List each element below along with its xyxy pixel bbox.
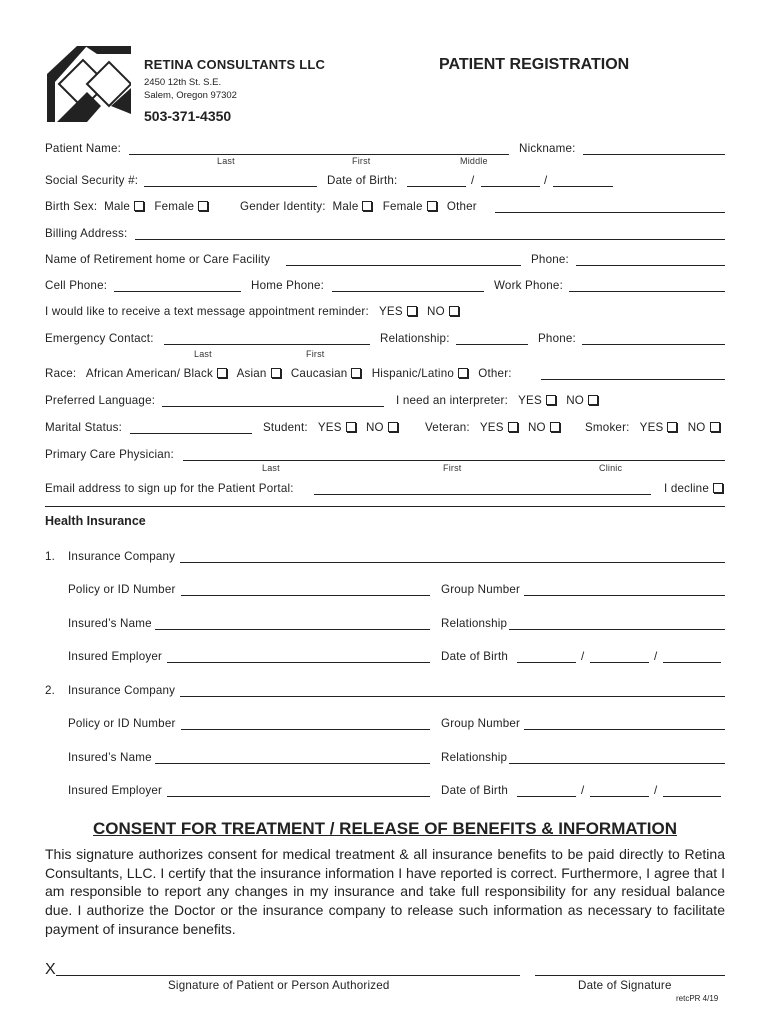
insurance-2-relationship-label: Relationship	[441, 751, 508, 764]
sub-first: First	[443, 463, 462, 473]
patient-name-field[interactable]	[129, 154, 509, 155]
insurance-2-dob-day[interactable]	[590, 796, 649, 797]
nickname-label: Nickname:	[519, 142, 576, 155]
insurance-2-group-field[interactable]	[524, 729, 725, 730]
smoker-label: Smoker:	[585, 421, 630, 434]
insurance-2-dob-year[interactable]	[663, 796, 721, 797]
birth-sex-female: Female	[154, 200, 195, 213]
work-phone-label: Work Phone:	[494, 279, 564, 292]
slash: /	[654, 650, 658, 663]
insurance-1-policy-label: Policy or ID Number	[68, 583, 176, 596]
marital-field[interactable]	[130, 433, 252, 434]
address-line-1: 2450 12th St. S.E.	[144, 77, 222, 88]
insurance-2-policy-label: Policy or ID Number	[68, 717, 176, 730]
sub-clinic: Clinic	[599, 463, 623, 473]
insurance-1-company-field[interactable]	[180, 562, 725, 563]
gender-male-checkbox[interactable]	[362, 201, 372, 211]
slash: /	[654, 784, 658, 797]
signature-date-field[interactable]	[535, 975, 725, 976]
sub-first: First	[306, 349, 325, 359]
birth-sex-label: Birth Sex:	[45, 200, 98, 213]
race-row	[45, 367, 512, 380]
signature-field[interactable]	[56, 975, 520, 976]
insurance-2-insured-name-field[interactable]	[155, 763, 430, 764]
emergency-relationship-label: Relationship:	[380, 332, 450, 345]
student-row	[263, 421, 398, 434]
insurance-2-dob-label: Date of Birth	[441, 784, 509, 797]
emergency-phone-label: Phone:	[538, 332, 576, 345]
insurance-2-employer-label: Insured Employer	[68, 784, 163, 797]
insurance-2-policy-field[interactable]	[181, 729, 430, 730]
insurance-2-employer-field[interactable]	[167, 796, 430, 797]
race-african: African American/ Black	[85, 367, 213, 380]
signature-label: Signature of Patient or Person Authorized	[168, 979, 390, 992]
retirement-phone-label: Phone:	[531, 253, 569, 266]
page-title: PATIENT REGISTRATION	[439, 56, 630, 73]
billing-field[interactable]	[135, 239, 725, 240]
insurance-1-relationship-label: Relationship	[441, 617, 508, 630]
sub-last: Last	[194, 349, 212, 359]
pcp-field[interactable]	[183, 460, 725, 461]
marital-label: Marital Status:	[45, 421, 123, 434]
insurance-2-number: 2.	[45, 684, 56, 697]
slash: /	[471, 174, 475, 187]
email-field[interactable]	[314, 494, 651, 495]
race-asian: Asian	[236, 367, 267, 380]
gender-other-field[interactable]	[495, 212, 725, 213]
gender-other: Other	[446, 200, 477, 213]
emergency-phone-field[interactable]	[582, 344, 725, 345]
gender-female-checkbox[interactable]	[427, 201, 437, 211]
smoker-yes: YES	[639, 421, 664, 434]
dob-label: Date of Birth:	[327, 174, 398, 187]
nickname-field[interactable]	[583, 154, 725, 155]
slash: /	[581, 650, 585, 663]
insurance-1-insured-name-field[interactable]	[155, 629, 430, 630]
insurance-2-company-field[interactable]	[180, 696, 725, 697]
gender-identity-label: Gender Identity:	[240, 200, 326, 213]
home-phone-field[interactable]	[332, 291, 484, 292]
decline-row	[664, 482, 723, 495]
insurance-1-policy-field[interactable]	[181, 595, 430, 596]
race-asian-checkbox[interactable]	[271, 368, 281, 378]
student-no-checkbox[interactable]	[388, 422, 398, 432]
interpreter-yes-checkbox[interactable]	[546, 395, 556, 405]
birth-sex-male-checkbox[interactable]	[134, 201, 144, 211]
gender-row	[240, 200, 477, 213]
insurance-1-employer-label: Insured Employer	[68, 650, 163, 663]
student-label: Student:	[263, 421, 308, 434]
dob-year-field[interactable]	[553, 186, 613, 187]
birth-sex-male: Male	[104, 200, 131, 213]
retirement-label: Name of Retirement home or Care Facility	[45, 253, 271, 266]
gender-female: Female	[382, 200, 423, 213]
sub-middle: Middle	[460, 156, 488, 166]
insurance-2-group-label: Group Number	[441, 717, 521, 730]
signature-date-label: Date of Signature	[578, 979, 672, 992]
smoker-row	[585, 421, 720, 434]
signature-x: X	[45, 961, 56, 978]
text-reminder-row	[45, 305, 459, 318]
company-phone: 503-371-4350	[144, 108, 232, 124]
slash: /	[581, 784, 585, 797]
text-no-checkbox[interactable]	[449, 306, 459, 316]
interpreter-row	[396, 394, 598, 407]
text-yes-checkbox[interactable]	[407, 306, 417, 316]
section-divider	[45, 506, 725, 507]
language-field[interactable]	[162, 406, 384, 407]
emergency-field[interactable]	[164, 344, 370, 345]
insurance-1-number: 1.	[45, 550, 56, 563]
ssn-label: Social Security #:	[45, 174, 139, 187]
insurance-1-group-field[interactable]	[524, 595, 725, 596]
company-logo	[47, 44, 131, 122]
smoker-no: NO	[687, 421, 706, 434]
veteran-no: NO	[527, 421, 546, 434]
sub-first: First	[352, 156, 371, 166]
insurance-1-insured-name-label: Insured’s Name	[68, 617, 152, 630]
retirement-phone-field[interactable]	[576, 265, 725, 266]
cell-label: Cell Phone:	[45, 279, 108, 292]
insurance-heading: Health Insurance	[45, 514, 146, 528]
insurance-1-group-label: Group Number	[441, 583, 521, 596]
interpreter-label: I need an interpreter:	[396, 394, 509, 407]
student-no: NO	[365, 421, 384, 434]
sub-last: Last	[262, 463, 280, 473]
veteran-row	[425, 421, 560, 434]
veteran-yes-checkbox[interactable]	[508, 422, 518, 432]
dob-month-field[interactable]	[407, 186, 466, 187]
insurance-2-dob-month[interactable]	[517, 796, 576, 797]
interpreter-yes: YES	[518, 394, 542, 407]
insurance-1-dob-day[interactable]	[590, 662, 649, 663]
billing-label: Billing Address:	[45, 227, 128, 240]
text-reminder-label: I would like to receive a text message appointment reminder:	[45, 305, 369, 318]
ssn-field[interactable]	[144, 186, 317, 187]
insurance-1-dob-label: Date of Birth	[441, 650, 509, 663]
birth-sex-row	[45, 200, 208, 213]
gender-male: Male	[332, 200, 359, 213]
work-phone-field[interactable]	[569, 291, 725, 292]
consent-body: This signature authorizes consent for medical treatment & all insurance benefits to be paid directly to Retina Consultants, LLC. I certify that the insurance information I have reported is correct. Furthermore, I agree that I am responsible to report any changes in my insurance and take full responsibility for any residual balance due. I authorize the Doctor or the insurance company to release such information as necessary to facilitate payment of insurance benefits.	[45, 846, 725, 937]
text-no: NO	[427, 305, 445, 318]
student-yes: YES	[317, 421, 342, 434]
patient-name-label: Patient Name:	[45, 142, 122, 155]
veteran-label: Veteran:	[425, 421, 470, 434]
text-yes: YES	[378, 305, 403, 318]
smoker-no-checkbox[interactable]	[710, 422, 720, 432]
race-hispanic: Hispanic/Latino	[371, 367, 454, 380]
race-other-field[interactable]	[541, 379, 725, 380]
home-phone-label: Home Phone:	[251, 279, 325, 292]
race-african-checkbox[interactable]	[217, 368, 227, 378]
insurance-2-insured-name-label: Insured’s Name	[68, 751, 152, 764]
emergency-label: Emergency Contact:	[45, 332, 154, 345]
student-yes-checkbox[interactable]	[346, 422, 356, 432]
race-label: Race:	[45, 367, 77, 380]
pcp-label: Primary Care Physician:	[45, 448, 174, 461]
insurance-1-employer-field[interactable]	[167, 662, 430, 663]
interpreter-no-checkbox[interactable]	[588, 395, 598, 405]
company-name: RETINA CONSULTANTS LLC	[144, 57, 326, 72]
emergency-relationship-field[interactable]	[456, 344, 528, 345]
interpreter-no: NO	[566, 394, 584, 407]
language-label: Preferred Language:	[45, 394, 156, 407]
cell-field[interactable]	[114, 291, 241, 292]
insurance-1-dob-month[interactable]	[517, 662, 576, 663]
race-caucasian: Caucasian	[290, 367, 348, 380]
birth-sex-female-checkbox[interactable]	[198, 201, 208, 211]
veteran-yes: YES	[479, 421, 504, 434]
insurance-1-dob-year[interactable]	[663, 662, 721, 663]
slash: /	[544, 174, 548, 187]
insurance-1-relationship-field[interactable]	[509, 629, 725, 630]
insurance-1-company-label: Insurance Company	[68, 550, 176, 563]
race-hispanic-checkbox[interactable]	[458, 368, 468, 378]
sub-last: Last	[217, 156, 235, 166]
race-other: Other:	[478, 367, 512, 380]
address-line-2: Salem, Oregon 97302	[144, 90, 237, 101]
insurance-2-relationship-field[interactable]	[509, 763, 725, 764]
smoker-yes-checkbox[interactable]	[667, 422, 677, 432]
race-caucasian-checkbox[interactable]	[351, 368, 361, 378]
email-label: Email address to sign up for the Patient Portal:	[45, 482, 294, 495]
decline-label: I decline	[664, 482, 709, 495]
retirement-field[interactable]	[286, 265, 521, 266]
consent-title: CONSENT FOR TREATMENT / RELEASE OF BENEFITS & INFORMATION	[93, 819, 677, 838]
form-code: retcPR 4/19	[676, 994, 719, 1003]
insurance-2-company-label: Insurance Company	[68, 684, 176, 697]
dob-day-field[interactable]	[481, 186, 540, 187]
decline-checkbox[interactable]	[713, 483, 723, 493]
veteran-no-checkbox[interactable]	[550, 422, 560, 432]
